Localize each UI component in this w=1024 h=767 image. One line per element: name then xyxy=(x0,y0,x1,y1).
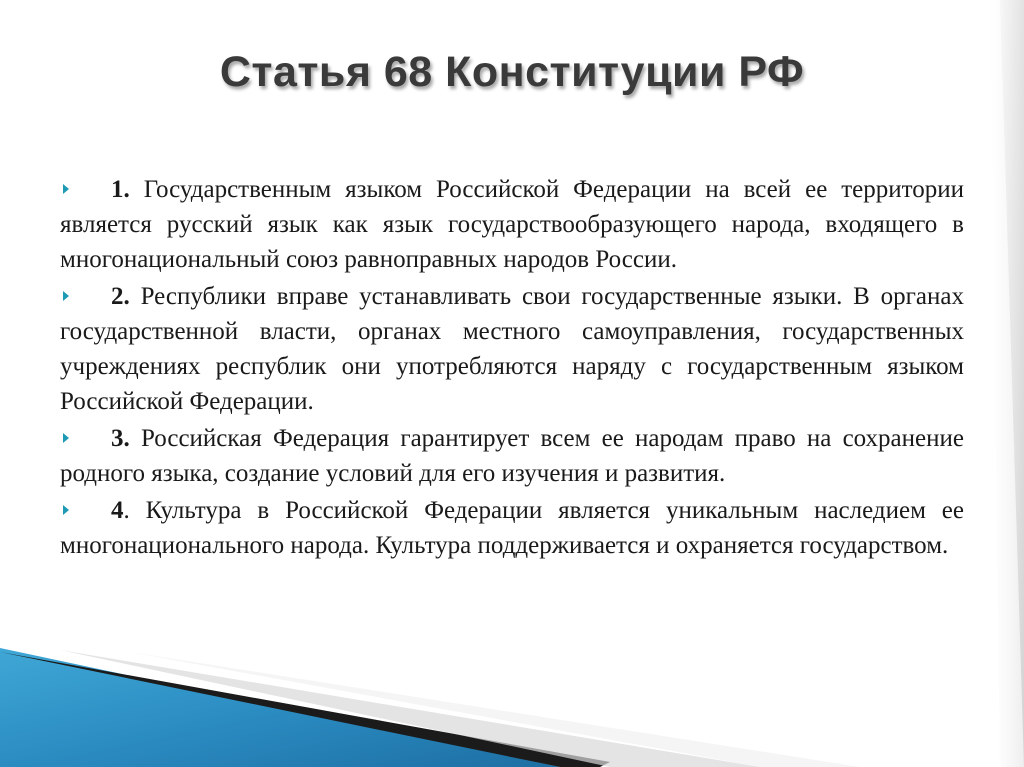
triangle-right-icon xyxy=(63,433,69,443)
paragraph-number: 3. xyxy=(111,425,130,452)
article-body xyxy=(60,172,964,565)
paragraph-text: . Культура в Российской Федерации является уникальным наследием ее многонационального народа. Культура поддерживается и охраняется государством. xyxy=(60,497,964,559)
paragraph-number: 2. xyxy=(111,283,130,310)
paragraph-number: 4 xyxy=(111,497,124,524)
paragraph-1 xyxy=(60,172,964,277)
paragraph-text: Республики вправе устанавливать свои государственные языки. В органах государственной власти, органах местного самоуправления, государственных учреждениях республик они употребляются наряду с государственным языком Российской Федерации. xyxy=(60,283,964,415)
paragraph-text: Российская Федерация гарантирует всем ее народам право на сохранение родного языка, создание условий для его изучения и развития. xyxy=(60,425,964,487)
paragraph-3 xyxy=(60,421,964,491)
paragraph-text: Государственным языком Российской Федерации на всей ее территории является русский язык как язык государствообразующего народа, входящего в многонациональный союз равноправных народов России. xyxy=(60,176,964,273)
slide-title: Статья 68 Конституции РФ xyxy=(219,48,805,96)
triangle-right-icon xyxy=(63,184,69,194)
triangle-right-icon xyxy=(63,291,69,301)
paragraph-2 xyxy=(60,279,964,419)
paragraph-4 xyxy=(60,493,964,563)
triangle-right-icon xyxy=(63,505,69,515)
paragraph-number: 1. xyxy=(111,176,130,203)
